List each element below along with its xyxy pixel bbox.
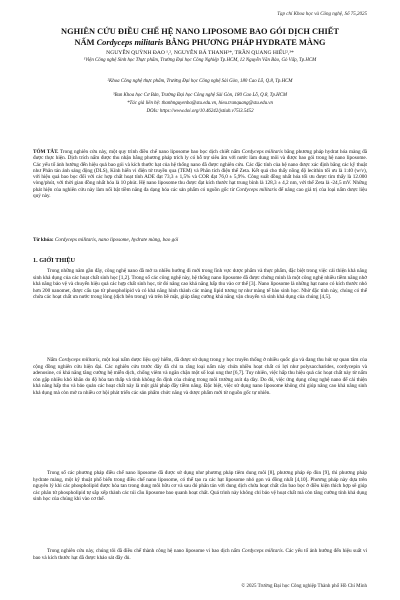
affiliation-1: ¹Viện Công nghệ Sinh học Thực phẩm, Trường Đại học Công Nghiệp Tp.HCM, 12 Nguyễn Văn Bảo, Gò Vấp, Tp.HCM xyxy=(83,58,317,63)
paragraph-2-text: , một loại nấm dược liệu quý hiếm, đã được sử dụng trong y học truyền thống ở nhiều quốc gia và đang thu hút sự quan tâm của cộng đồng nghiên cứu hiện đại. Các nghiên cứu trước đây đã chỉ ra rằng loại nấm này chứa nhiều hoạt chất có lợi như polysaccharides, cordycepin và adenosine, có khả năng tăng cường hệ miễn dịch, chống viêm và ngăn chặn một số loại ung thư [6,7]. Tuy nhiên, việc hấp thu hiệu quả các hoạt chất này từ nấm còn gặp nhiều khó khăn do độ hòa tan thấp và tính không ổn định của chúng trong môi trường axit dạ dày. Do đó, việc ứng dụng công nghệ nano để cải thiện khả năng hấp thu và bảo quản các hoạt chất này là một giải pháp đầy tiềm năng. Đặc biệt, việc sử dụng nano liposome không chỉ giúp nâng cao khả năng sinh khả dụng mà còn mở ra nhiều cơ hội phát triển các sản phẩm chức năng và dược phẩm mới từ nguồn gốc tự nhiên. xyxy=(33,357,368,396)
journal-header: Tạp chí Khoa học và Công nghệ, Số 75,2025 xyxy=(277,12,367,17)
affiliation-2: ²Khoa Công nghệ thực phẩm, Trường Đại học Công nghệ Sài Gòn, 180 Cao Lỗ, Q.8, Tp.HCM xyxy=(107,79,293,84)
author-list: NGUYỄN QUỲNH ĐAO ¹,², NGUYỄN BÁ THANH²*, TRẦN QUANG HIẾU²,³* xyxy=(106,50,294,56)
abstract xyxy=(33,149,367,199)
page-footer: © 2025 Trường Đại học Công nghiệp Thành phố Hồ Chí Minh xyxy=(241,584,367,589)
paragraph-4 xyxy=(33,548,367,561)
abstract-species-2: Cordyceps militaris xyxy=(235,186,277,193)
paper-title xyxy=(33,27,367,48)
affiliation-3: ³Ban Khoa học Cơ Bản, Trường Đại học Công nghệ Sài Gòn, 180 Cao Lỗ, Q.8, Tp.HCM xyxy=(112,93,287,98)
paragraph-2 xyxy=(33,357,367,396)
paragraph-2-species: Cordyceps militaris xyxy=(58,357,100,363)
keywords xyxy=(33,237,367,243)
abstract-text-3: để nâng cao giá trị của loại nấm dược liệu quý này. xyxy=(33,186,367,200)
keywords-label: Từ khóa: xyxy=(33,237,54,243)
keywords-value: Cordyceps militaris, nano liposome, hydrate màng, bao gói xyxy=(54,237,179,243)
paragraph-4-prefix: Trong nghiên cứu này, chúng tôi đã điều chế thành công hệ nano liposome vi bao dịch nấm xyxy=(47,548,242,554)
abstract-label: TÓM TẮT. xyxy=(33,149,59,155)
doi-line[interactable]: DOIs: https://www.doi.org/10.46242/jstiuh.v75i3.5452 xyxy=(146,109,254,114)
title-species: Cordyceps militaris xyxy=(96,37,164,47)
paragraph-2-prefix: Nấm xyxy=(47,357,59,363)
title-line-2-suffix: BẰNG PHƯƠNG PHÁP HYDRATE MÀNG xyxy=(163,37,326,47)
paragraph-3: Trong số các phương pháp điều chế nano liposome đã được sử dụng như phương pháp tiêm dung môi [8], phương pháp ép đùn [9], thì phương pháp hydrate màng, một kỹ thuật phổ biến trong điều chế nano liposome, có thể tạo ra các hạt liposome nhỏ gọn và đồng nhất [4,10]. Phương pháp này dựa trên nguyên lý khi các phospholipid được hòa tan trong dung môi hữu cơ và sau đó phân tán với dung dịch chứa hoạt chất cần bao bọc ở điều kiện thích hợp sẽ giúp các phân tử phospholipid tự sắp xếp thành các túi cầu liposome bao quanh hoạt chất. Quá trình này không chỉ bảo vệ hoạt chất mà còn tăng cường tính khả dụng sinh học của chúng khi vào cơ thể. xyxy=(33,470,367,502)
abstract-species-1: Cordyceps militaris xyxy=(241,149,283,155)
section-heading-introduction: 1. GIỚI THIỆU xyxy=(33,257,76,264)
paragraph-4-text: . Các yếu tố ảnh hưởng đến hiệu suất vi bao và kích thước hạt đã được khảo sát đầy đủ. xyxy=(33,548,368,561)
paragraph-1: Trong những năm gần đây, công nghệ nano đã mở ra nhiều hướng đi mới trong lĩnh vực dược phẩm và thực phẩm, đặc biệt trong việc cải thiện khả năng sinh khả dụng của các hoạt chất sinh học [1,2]. Trong số các công nghệ này, hệ thống nano liposome đã được chứng minh là một công nghệ nhiều tiềm năng nhờ khả năng bảo vệ và chuyển hiệu quả các hợp chất sinh học, từ đó nâng cao khả năng hấp thu vào cơ thể [3]. Nano liposome là những hạt nano có kích thước nhỏ hơn 200 nanomet, được cấu tạo từ phospholipid và có khả năng hình thành các màng lipid tương tự như màng tế bào sinh học. Nhờ đặc tính này, chúng có thể chứa các hoạt chất ưa nước trong lòng (dịch bên trong) và trên bề mặt, giúp tăng cường khả năng vận chuyển và sinh khả dụng của chúng [4,5]. xyxy=(33,268,367,300)
corresponding-author: *Tác giả liên hệ: thanhnguyenba@stu.edu.vn, hieu.tranquang@stu.edu.vn xyxy=(127,101,273,106)
title-line-1: NGHIÊN CỨU ĐIỀU CHẾ HỆ NANO LIPOSOME BAO GÓI DỊCH CHIẾT xyxy=(61,27,339,36)
title-line-2-prefix: NẤM xyxy=(74,37,97,47)
abstract-text-2: bằng phương pháp hydrat hóa màng đã được thực hiện. Dịch trích nấm được thu nhận bằng phương pháp trích ly có hỗ trợ siêu âm với nước làm dung môi và được bao gói trong hệ nano liposome. Các yếu tố ảnh hưởng đến hiệu quả bao gói và kích thước hạt của hệ thống nano đã được nghiên cứu. Các đặc tính của hệ nano được xác định bằng các kỹ thuật như Phân tán ánh sáng động (DLS), Kính hiển vi điện tử truyền qua (TEM) và Phân tích điện thế Zeta. Kết quả cho thấy nồng độ lecithin tối ưu là 1:40 (w/v), với hiệu quả bao bọc đối với các hợp chất hoạt tính ADE đạt 73,3 ± 1,5% và COR đạt 76,0 ± 5,9%. Công suất đồng nhất hóa tối ưu được tìm thấy là 12.000 vòng/phút, với thời gian đồng nhất hóa là 10 phút. Hệ nano liposome thu được đạt kích thước hạt trung bình là 128,3 ± 4,2 nm, với thế Zeta là -24,5 mV. Những phát hiện của nghiên cứu này làm nổi bật tiềm năng đa dạng hóa các sản phẩm có nguồn gốc từ xyxy=(33,149,368,193)
paragraph-4-species: Cordyceps militaris xyxy=(241,548,283,554)
abstract-text-1: Trong nghiên cứu này, một quy trình điều chế nano liposome bao bọc dịch chiết nấm xyxy=(58,149,242,155)
title-line-2 xyxy=(33,38,367,49)
